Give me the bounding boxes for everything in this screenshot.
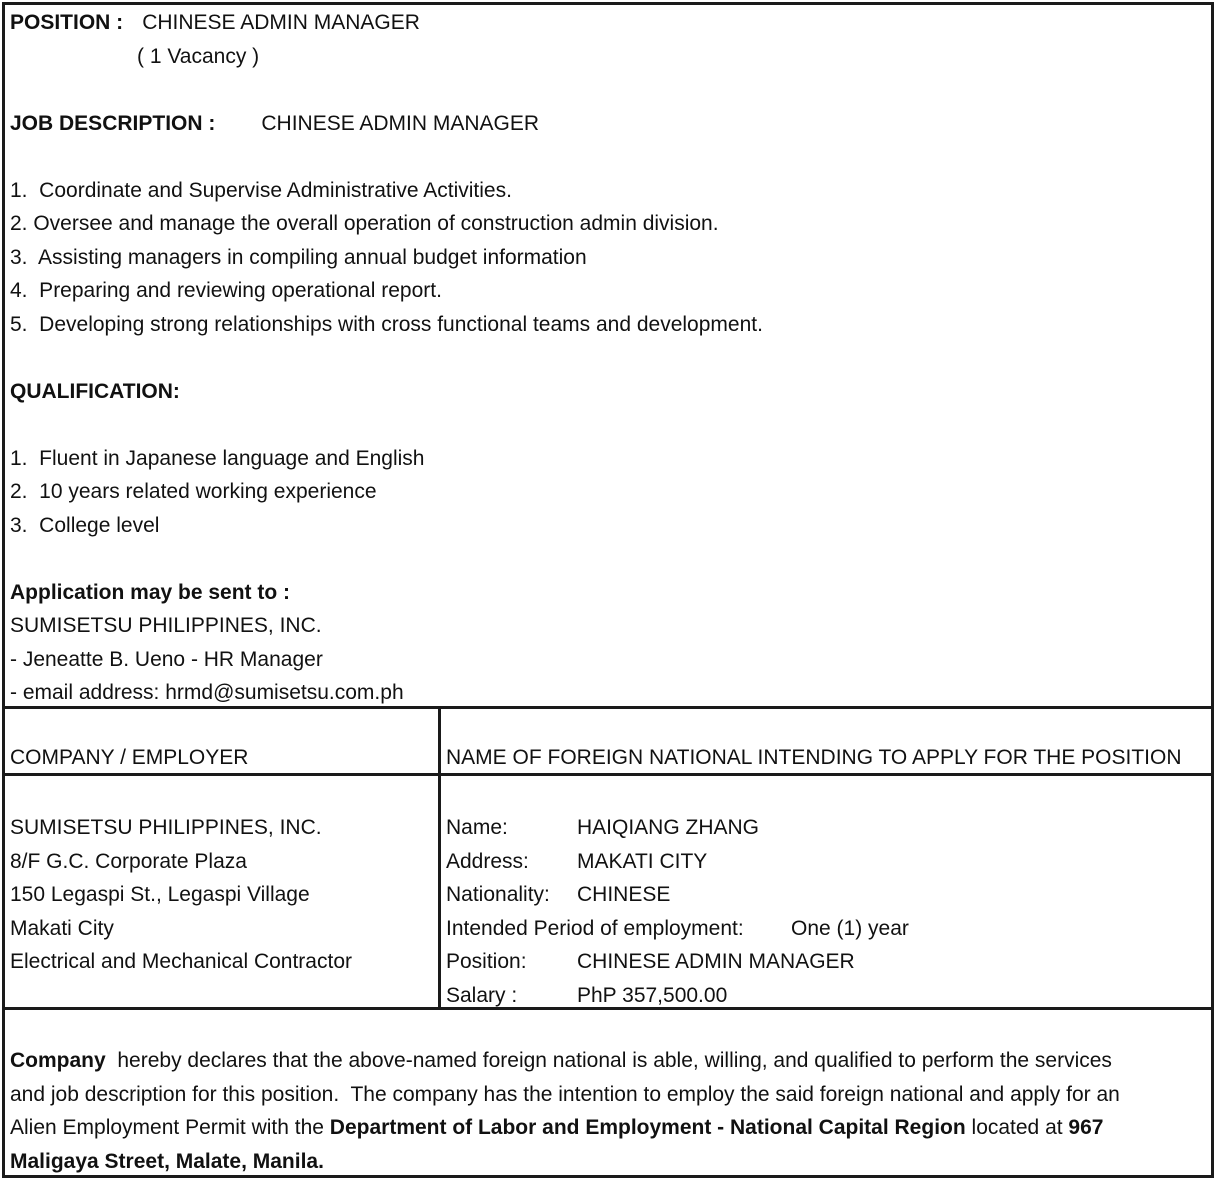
fn-nationality-label: Nationality: bbox=[446, 883, 550, 906]
header-company-employer: COMPANY / EMPLOYER bbox=[10, 746, 249, 769]
fn-position-row bbox=[446, 945, 909, 979]
fn-nationality-value: CHINESE bbox=[577, 883, 671, 906]
fn-position-value: CHINESE ADMIN MANAGER bbox=[577, 950, 855, 973]
job-description-line bbox=[10, 107, 1211, 141]
declaration-text: hereby declares that the above-named foreign national is able, willing, and qualified to perform the services and job description for this position. The company has the intention to employ the said foreign national and apply for an Alien Employment Permit with the bbox=[10, 1049, 1125, 1139]
fn-name-label: Name: bbox=[446, 816, 508, 839]
duty-item: 4. Preparing and reviewing operational report. bbox=[10, 279, 442, 302]
duty-item: 1. Coordinate and Supervise Administrative Activities. bbox=[10, 178, 512, 202]
application-company: SUMISETSU PHILIPPINES, INC. bbox=[10, 614, 322, 637]
duty-item: 2. Oversee and manage the overall operation of construction admin division. bbox=[10, 212, 719, 235]
declaration-dole: Department of Labor and Employment - National Capital Region bbox=[329, 1116, 966, 1139]
table-column-divider bbox=[438, 706, 441, 1010]
qualification-item: 3. College level bbox=[10, 513, 160, 537]
qualification-heading: QUALIFICATION: bbox=[10, 379, 180, 403]
fn-period-value: One (1) year bbox=[791, 916, 909, 940]
employer-details bbox=[10, 811, 352, 979]
foreign-national-details bbox=[446, 811, 909, 1012]
position-line bbox=[10, 6, 1211, 40]
employer-city: Makati City bbox=[10, 916, 114, 940]
application-heading: Application may be sent to : bbox=[10, 580, 291, 604]
fn-name-row bbox=[446, 811, 909, 845]
declaration-address: 967 Maligaya Street, Malate, Manila. bbox=[10, 1116, 1104, 1173]
declaration-company: Company bbox=[10, 1049, 106, 1072]
declaration-located: located at bbox=[965, 1116, 1069, 1139]
job-description-title: CHINESE ADMIN MANAGER bbox=[261, 111, 540, 135]
fn-address-value: MAKATI CITY bbox=[577, 849, 708, 873]
fn-address-label: Address: bbox=[446, 849, 529, 873]
header-foreign-national: NAME OF FOREIGN NATIONAL INTENDING TO APPLY FOR THE POSITION bbox=[446, 746, 1182, 769]
position-title: CHINESE ADMIN MANAGER bbox=[142, 11, 420, 34]
declaration-paragraph bbox=[5, 1044, 1211, 1178]
employer-business: Electrical and Mechanical Contractor bbox=[10, 950, 352, 973]
fn-period-row bbox=[446, 912, 909, 946]
fn-salary-value: PhP 357,500.00 bbox=[577, 983, 728, 1007]
fn-period-label: Intended Period of employment: bbox=[446, 916, 744, 940]
job-description-label: JOB DESCRIPTION : bbox=[10, 111, 216, 135]
fn-position-label: Position: bbox=[446, 950, 527, 973]
qualification-item: 2. 10 years related working experience bbox=[10, 480, 377, 503]
duty-item: 3. Assisting managers in compiling annual budget information bbox=[10, 245, 587, 269]
vacancy-count: ( 1 Vacancy ) bbox=[137, 44, 260, 68]
duty-item: 5. Developing strong relationships with cross functional teams and development. bbox=[10, 312, 763, 336]
vacancy-line bbox=[10, 40, 1211, 74]
employer-address-line: 150 Legaspi St., Legaspi Village bbox=[10, 883, 310, 906]
employer-address-line: 8/F G.C. Corporate Plaza bbox=[10, 849, 247, 873]
job-posting-section bbox=[5, 5, 1211, 708]
qualification-item: 1. Fluent in Japanese language and English bbox=[10, 446, 425, 470]
employer-name: SUMISETSU PHILIPPINES, INC. bbox=[10, 816, 322, 839]
fn-salary-label: Salary : bbox=[446, 983, 518, 1007]
fn-nationality-row bbox=[446, 878, 909, 912]
document-frame bbox=[2, 2, 1214, 1178]
fn-salary-row bbox=[446, 979, 909, 1013]
application-contact: - Jeneatte B. Ueno - HR Manager bbox=[10, 647, 323, 671]
fn-name-value: HAIQIANG ZHANG bbox=[577, 816, 760, 839]
table-top-border bbox=[5, 706, 1211, 709]
application-email: - email address: hrmd@sumisetsu.com.ph bbox=[10, 681, 404, 704]
position-label: POSITION : bbox=[10, 11, 124, 34]
fn-address-row bbox=[446, 845, 909, 879]
